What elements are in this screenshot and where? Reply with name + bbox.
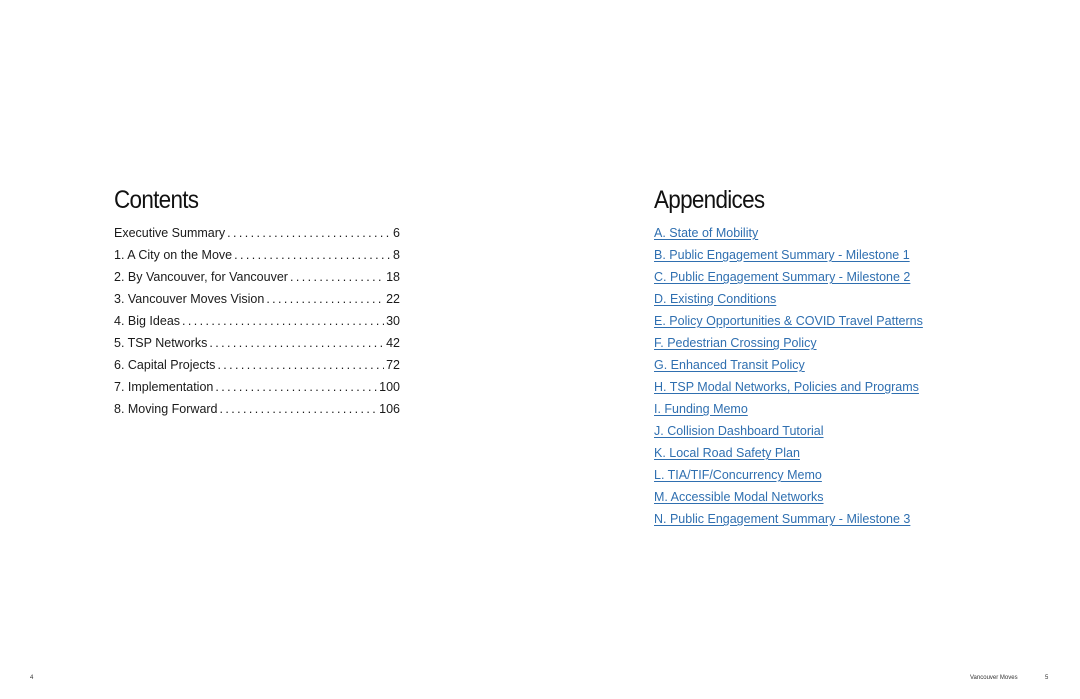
toc-entry[interactable] — [114, 398, 400, 420]
appendix-link-i[interactable]: I. Funding Memo — [654, 402, 748, 416]
appendix-item — [654, 332, 954, 354]
right-page-number: 5 — [1045, 675, 1049, 681]
appendix-link-n[interactable]: N. Public Engagement Summary - Milestone 3 — [654, 512, 911, 526]
appendix-link-e[interactable]: E. Policy Opportunities & COVID Travel Patterns — [654, 314, 923, 328]
toc-dot-leader — [220, 398, 378, 420]
toc-entry-page: 30 — [386, 314, 400, 328]
appendix-item — [654, 376, 954, 398]
toc-entry-page: 18 — [386, 270, 400, 284]
toc-entry-title: 1. A City on the Move — [114, 248, 233, 262]
contents-heading: Contents — [114, 186, 199, 214]
toc-entry-title: 3. Vancouver Moves Vision — [114, 292, 265, 306]
appendix-item — [654, 222, 954, 244]
appendix-item — [654, 288, 954, 310]
toc-entry[interactable] — [114, 244, 400, 266]
appendix-link-m[interactable]: M. Accessible Modal Networks — [654, 490, 824, 504]
appendix-link-h[interactable]: H. TSP Modal Networks, Policies and Programs — [654, 380, 919, 394]
left-page-number: 4 — [30, 675, 34, 681]
footer-document-title: Vancouver Moves — [970, 675, 1018, 681]
toc-dot-leader — [215, 376, 377, 398]
toc-entry-title: 8. Moving Forward — [114, 402, 218, 416]
appendix-link-l[interactable]: L. TIA/TIF/Concurrency Memo — [654, 468, 822, 482]
toc-entry-page: 22 — [386, 292, 400, 306]
toc-entry-title: 6. Capital Projects — [114, 358, 216, 372]
toc-entry[interactable] — [114, 354, 400, 376]
toc-entry-page: 72 — [386, 358, 400, 372]
toc-entry-page: 100 — [379, 380, 400, 394]
appendix-item — [654, 310, 954, 332]
toc-entry[interactable] — [114, 288, 400, 310]
appendix-link-k[interactable]: K. Local Road Safety Plan — [654, 446, 800, 460]
appendix-item — [654, 244, 954, 266]
toc-entry[interactable] — [114, 376, 400, 398]
appendix-link-j[interactable]: J. Collision Dashboard Tutorial — [654, 424, 824, 438]
toc-entry-title: 5. TSP Networks — [114, 336, 208, 350]
toc-entry-title: 4. Big Ideas — [114, 314, 181, 328]
appendix-item — [654, 398, 954, 420]
toc-entry-title: Executive Summary — [114, 226, 226, 240]
table-of-contents — [114, 222, 400, 420]
appendix-item — [654, 354, 954, 376]
appendix-item — [654, 486, 954, 508]
toc-entry[interactable] — [114, 222, 400, 244]
toc-dot-leader — [234, 244, 391, 266]
appendix-link-d[interactable]: D. Existing Conditions — [654, 292, 777, 306]
toc-dot-leader — [182, 310, 384, 332]
toc-entry-page: 106 — [379, 402, 400, 416]
toc-dot-leader — [227, 222, 391, 244]
appendix-link-f[interactable]: F. Pedestrian Crossing Policy — [654, 336, 817, 350]
toc-dot-leader — [266, 288, 384, 310]
toc-entry[interactable] — [114, 266, 400, 288]
appendix-link-g[interactable]: G. Enhanced Transit Policy — [654, 358, 805, 372]
appendix-item — [654, 266, 954, 288]
toc-entry-title: 2. By Vancouver, for Vancouver — [114, 270, 288, 284]
appendix-link-b[interactable]: B. Public Engagement Summary - Milestone 1 — [654, 248, 910, 262]
toc-entry[interactable] — [114, 310, 400, 332]
toc-entry[interactable] — [114, 332, 400, 354]
toc-entry-page: 6 — [393, 226, 400, 240]
appendix-link-a[interactable]: A. State of Mobility — [654, 226, 759, 240]
appendix-item — [654, 508, 954, 530]
toc-entry-page: 42 — [386, 336, 400, 350]
appendix-link-c[interactable]: C. Public Engagement Summary - Milestone 2 — [654, 270, 911, 284]
toc-dot-leader — [290, 266, 384, 288]
toc-entry-title: 7. Implementation — [114, 380, 214, 394]
appendix-item — [654, 442, 954, 464]
toc-dot-leader — [217, 354, 384, 376]
appendices-heading: Appendices — [654, 186, 765, 214]
toc-dot-leader — [209, 332, 384, 354]
toc-entry-page: 8 — [393, 248, 400, 262]
appendix-item — [654, 420, 954, 442]
appendix-item — [654, 464, 954, 486]
appendices-list — [654, 222, 954, 530]
